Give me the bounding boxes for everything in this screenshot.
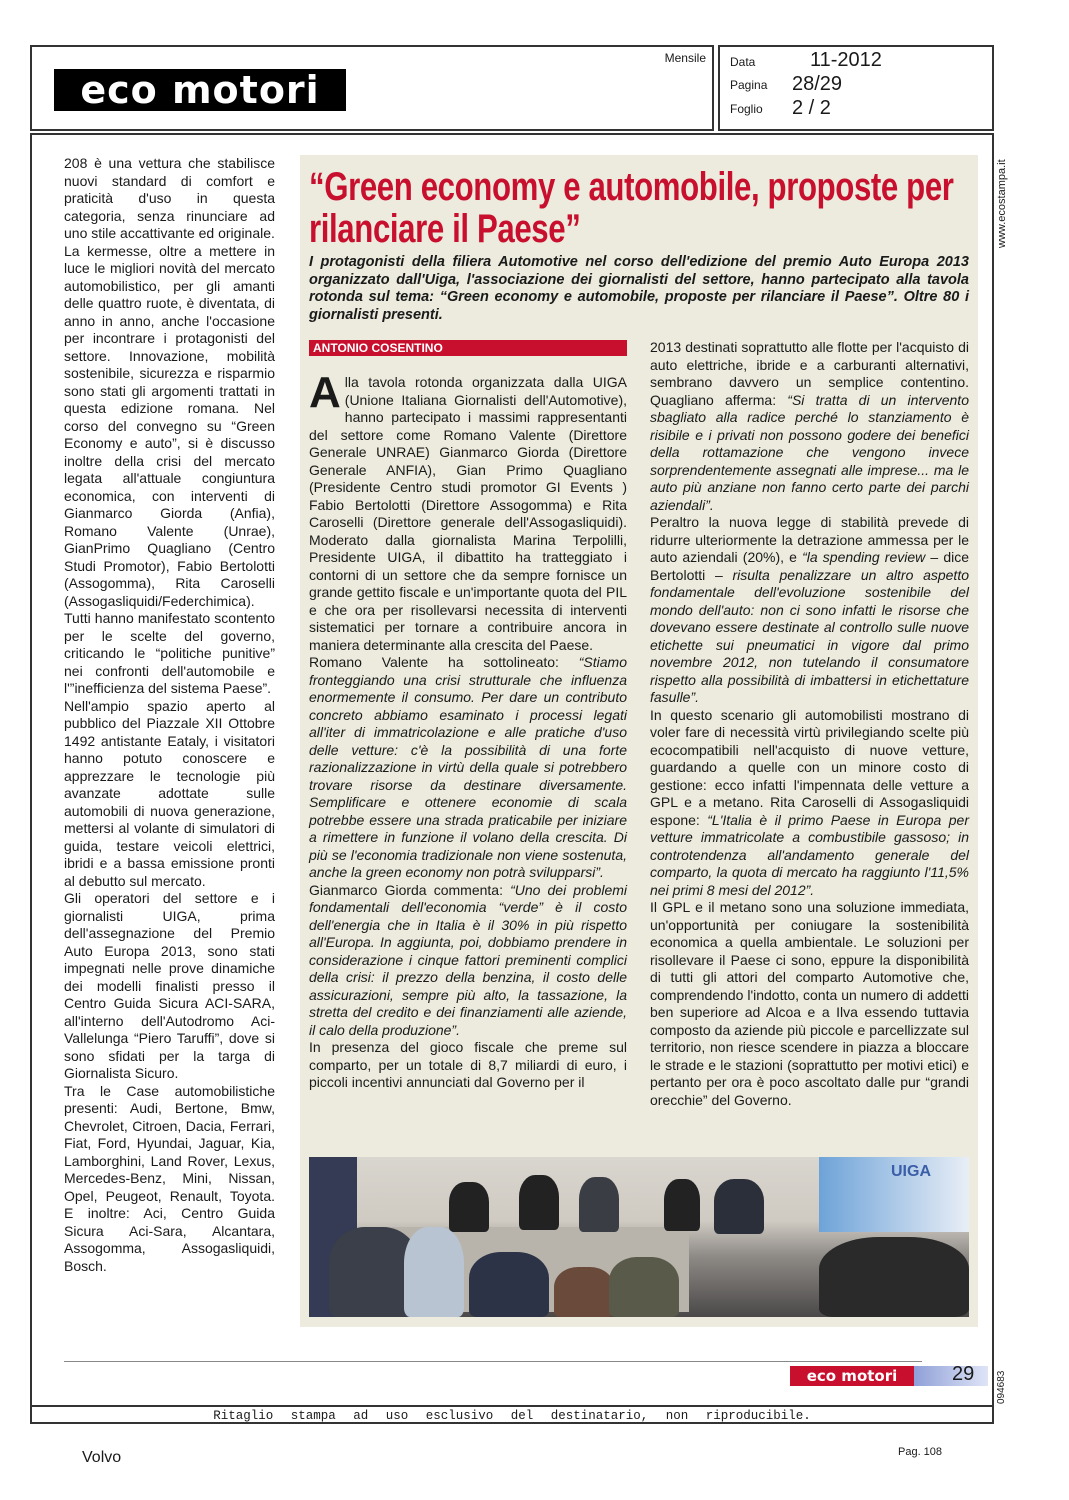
- website-vertical: www.ecostampa.it: [996, 159, 1008, 248]
- quote-text: “Uno dei problemi fondamentali dell'economia “verde” è il costo dell'energia che in Italia è il 30% in più rispetto all'Europa. In aggiunta, poi, dobbiamo prendere in considerazione i cinque fattori preminenti complici della crisi: il prezzo della benzina, il costo delle assicurazioni, sempre più alto, la tassazione, la stretta del credito e dei finanziamenti alle aziende, il calo della produzione”.: [309, 881, 627, 1038]
- photo-uiga-sign: UIGA: [891, 1163, 931, 1180]
- foglio-value: 2 / 2: [792, 97, 831, 119]
- clipping-meta-box: [718, 45, 994, 131]
- body-text: Romano Valente ha sottolineato:: [309, 654, 579, 670]
- byline: ANTONIO COSENTINO: [309, 340, 627, 356]
- quote-text: risulta penalizzare un altro aspetto fondamentale dell'evoluzione sostenibile del mondo dell'auto: non ci sono infatti le risorse che dovevano essere destinate al controllo sulle nuove etichette sui pneumatici in vigore dal primo novembre 2012, non tutelando il consumatore rispetto alla possibilità di imbattersi in etichettature fasulle”.: [650, 566, 969, 705]
- pagina-value: 28/29: [792, 73, 843, 95]
- footer-page-bar: [914, 1366, 988, 1386]
- paragraph: [650, 339, 969, 514]
- paragraph: [650, 899, 969, 1109]
- body-text: In presenza del gioco fiscale che preme sul comparto, per un totale di 8,7 miliardi di euro, i piccoli incentivi annunciati dal Governo per il: [309, 1039, 627, 1090]
- body-text: In questo scenario gli automobilisti mostrano di voler fare di necessità virtù privilegiando scelte più ecocompatibili nell'acquisto di nuove vetture, guardando a quelle con un minore costo di gestione: ecco infatti l'impennata delle vetture a GPL e a metano. Rita Caroselli di Assogasliquidi espone:: [650, 706, 969, 828]
- body-text: 2013 destinati soprattutto alle flotte per l'acquisto di auto elettriche, ibride e a carburanti alternativi, sembrano davvero un semplice contentino. Quagliano afferma:: [650, 339, 969, 408]
- quote-text: “Si tratta di un intervento sbagliato alla radice perché lo stanziamento è risibile e i privati non possono godere dei benefici della rottamazione che vengono invece sorprendentemente assegnati alle imprese... ma le auto più anziane non fanno certo parte dei parchi aziendali”.: [650, 391, 969, 513]
- paragraph: [650, 514, 969, 707]
- reproduction-notice: Ritaglio stampa ad uso esclusivo del destinatario, non riproducibile.: [30, 1405, 994, 1425]
- paragraph: Gli operatori del settore e i giornalisti UIGA, prima dell'assegnazione del Premio Auto Europa 2013, sono stati impegnati nelle prove dinamiche dei modelli finalisti presso il Centro Guida Sicura ACI-SARA, all'interno dell'Autodromo Aci-Vallelunga “Piero Taruffi”, dove si sono sfidati per la targa di Giornalista Sicuro.: [64, 890, 275, 1081]
- paragraph: La kermesse, oltre a mettere in luce le migliori novità del mercato automobilistico, per gli amanti delle quattro ruote, è diventata, di anno in anno, anche l'occasione per incontrare i protagonisti del settore. Innovazione, mobilità sostenibile, sicurezza e risparmio sono stati gli argomenti trattati in questa edizione romana. Nel corso del convegno su “Green Economy e auto”, si è discusso inoltre della crisi del mercato legata all'attuale congiuntura economica, con interventi di Gianmarco Giorda (Anfia), Romano Valente (Unrae), GianPrimo Quagliano (Centro Studi Promotor), Fabio Bertolotti (Assogomma), Rita Caroselli (Assogasliquidi/Federchimica). Tutti hanno manifestato scontento per le scelte del governo, criticando le “politiche punitive” nei confronti dell'automobile e l'”inefficienza del sistema Paese”.: [64, 242, 275, 696]
- foglio-label: Foglio: [730, 102, 763, 116]
- paragraph: 208 è una vettura che stabilisce nuovi standard di comfort e praticità d'uso in questa categoria, senza rinunciare ad uno stile accattivante ed originale.: [64, 155, 275, 241]
- paragraph: [309, 654, 627, 882]
- left-column: [64, 155, 275, 1275]
- body-text: Il GPL e il metano sono una soluzione immediata, un'opportunità per coniugare la sostenibilità economica a quella ambientale. Le soluzioni per risollevare il Paese ci sono, eppure la disponibilità di tutti gli attori del comparto Automotive che, comprendendo l'indotto, conta un numero di addetti ben superiore ad Alcoa e a Ilva essendo tuttavia composto da aziende più piccole e parcellizzate sul territorio, non riesce scendere in piazza a bloccare le strade e le stazioni (soprattutto per motivi etici) e pertanto per ora è poco ascoltato dalle pur “grandi orecchie” del Governo.: [650, 899, 969, 1108]
- body-text: Peraltro la nuova legge di stabilità prevede di ridurre ulteriormente la detrazione ammessa per le auto aziendali (20%), e: [650, 514, 969, 565]
- quote-text: “la spending review: [802, 549, 926, 565]
- eco-motori-logo: eco motori: [54, 69, 346, 111]
- quote-text: “Stiamo fronteggiando una crisi strutturale che influenza enormemente il consumo. Per dare un contributo concreto abbiamo esaminato i processi legati all'iter di immatricolazione e alle pratiche d'uso delle vetture: c'è la possibilità di una forte razionalizzazione in virtù della quale si potrebbero trovare risorse da destinare diversamente. Semplificare e ottenere economie di scala potrebbe essere una strada praticabile per iniziare a rimettere in funzione il volano della crescita. Di più se l'economia tradizionale non viene sostenuta, anche la green economy non potrà svilupparsi”.: [309, 654, 627, 880]
- clipping-code: 094683: [996, 1370, 1007, 1404]
- data-value: 11-2012: [810, 49, 882, 71]
- footer-eco-motori-logo: eco motori: [790, 1366, 914, 1386]
- article-title: “Green economy e automobile, proposte per rilanciare il Paese”: [309, 165, 954, 251]
- paragraph: Nell'ampio spazio aperto al pubblico del Piazzale XII Ottobre 1492 antistante Eataly, i visitatori hanno potuto conoscere e apprezzare le tecnologie più avanzate adottate sulle automobili di nuova generazione, mettersi al volante di simulatori di guida, testare veicoli elettrici, ibridi e a bassa emissione pronti al debutto sul mercato.: [64, 697, 275, 889]
- drop-cap: A: [309, 368, 341, 417]
- paragraph: [309, 882, 627, 1040]
- footer-rule: [64, 1361, 922, 1362]
- frequency-label: Mensile: [664, 51, 706, 65]
- paragraph: [309, 368, 627, 654]
- client-name: Volvo: [82, 1449, 122, 1466]
- body-text: Gianmarco Giorda commenta:: [309, 881, 511, 898]
- paragraph: [309, 1039, 627, 1092]
- pagina-label: Pagina: [730, 78, 768, 92]
- right-column: [650, 339, 969, 1109]
- article-lead: I protagonisti della filiera Automotive nel corso dell'edizione del premio Auto Europa 2013 organizzato dall'Uiga, l'associazione dei giornalisti del settore, hanno partecipato alla tavola rotonda sul tema: “Green economy e automobile, proposte per rilanciare il Paese”. Oltre 80 i giornalisti presenti.: [309, 254, 969, 323]
- paragraph: Tra le Case automobilistiche presenti: Audi, Bertone, Bmw, Chevrolet, Citroen, Dacia, Ferrari, Fiat, Ford, Hyundai, Jaguar, Kia, Lamborghini, Land Rover, Lexus, Mercedes-Benz, Mini, Nissan, Opel, Peugeot, Renault, Toyota. E inoltre: Aci, Centro Guida Sicura Aci-Sara, Alcantara, Assogomma, Assogasliquidi, Bosch.: [64, 1082, 275, 1274]
- masthead-box: [30, 45, 714, 131]
- body-text: lla tavola rotonda organizzata dalla UIGA (Unione Italiana Giornalisti dell'Automotive), hanno partecipato i massimi rappresentanti del settore come Romano Valente (Direttore Generale UNRAE) Gianmarco Giorda (Direttore Generale ANFIA), Gian Primo Quagliano (Presidente Centro studi promotor GI Events ) Fabio Bertolotti (Direttore Assogomma) e Rita Caroselli (Direttore generale dell'Assogasliquidi). Moderato dalla giornalista Marina Terpolilli, Presidente UIGA, il dibattito ha tratteggiato i contorni di un settore che da sempre fornisce un grande gettito fiscale e un'importante quota del PIL e che ora per risollevarsi necessita di interventi sistematici per tornare a contribuire ancora in maniera determinante alla crescita del Paese.: [309, 374, 627, 653]
- page-number: 29: [952, 1363, 975, 1385]
- body-text: – dice Bertolotti –: [650, 549, 970, 583]
- paragraph: [650, 707, 969, 900]
- quote-text: “L'Italia è il primo Paese in Europa per vetture immatricolate a combustibile gassoso; in controtendenza all'andamento generale del comparto, la quota di mercato ha raggiunto l'11,5% nei primi 8 mesi del 2012”.: [650, 811, 969, 898]
- data-label: Data: [730, 55, 756, 69]
- page-indicator: Pag. 108: [898, 1446, 943, 1458]
- middle-column: [309, 368, 627, 1092]
- roundtable-photo: [309, 1157, 969, 1317]
